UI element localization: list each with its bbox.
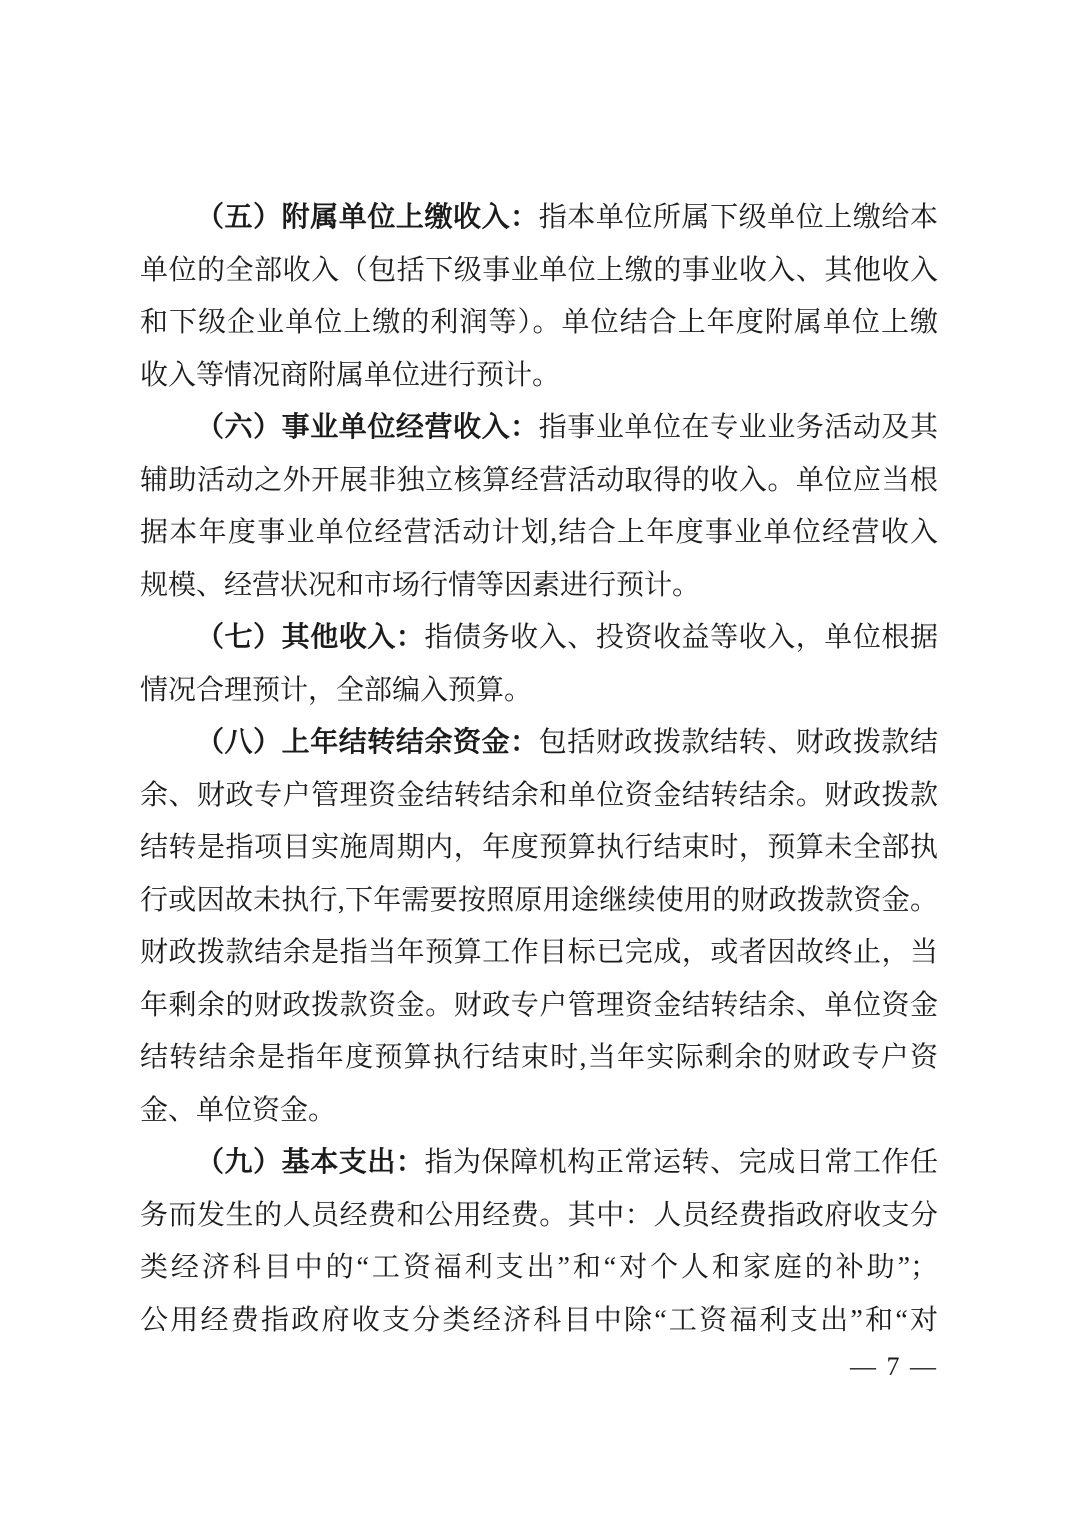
- text-line: 金、单位资金。: [140, 1094, 337, 1126]
- text-line: 公用经费指政府收支分类经济科目中除“工资福利支出”和“对: [140, 1304, 938, 1336]
- text-line: 财政拨款结余是指当年预算工作目标已完成，或者因故终止，当: [140, 937, 938, 968]
- text-line: 务而发生的人员经费和公用经费。其中：人员经费指政府收支分: [140, 1199, 938, 1231]
- text-line: 单位的全部收入（包括下级事业单位上缴的事业收入、其他收入: [140, 254, 938, 286]
- text-line: （七）其他收入：指债务收入、投资收益等收入，单位根据: [196, 622, 938, 653]
- text-line: 辅助活动之外开展非独立核算经营活动取得的收入。单位应当根: [140, 464, 938, 496]
- paragraph: [140, 717, 938, 1137]
- paragraph: [140, 612, 938, 717]
- text-line: 年剩余的财政拨款资金。财政专户管理资金结转结余、单位资金: [140, 989, 938, 1021]
- text-line: （六）事业单位经营收入：指事业单位在专业业务活动及其: [196, 412, 938, 443]
- paragraph-heading: （九）基本支出：: [196, 1147, 425, 1178]
- page-number: — 7 —: [850, 1352, 938, 1381]
- paragraph: [140, 192, 938, 402]
- document-body: [140, 192, 938, 1347]
- paragraph-heading: （六）事业单位经营收入：: [196, 412, 539, 443]
- text-line: 据本年度事业单位经营活动计划,结合上年度事业单位经营收入: [140, 517, 938, 548]
- text-line: 行或因故未执行,下年需要按照原用途继续使用的财政拨款资金。: [140, 884, 938, 916]
- paragraph-heading: （七）其他收入：: [196, 622, 425, 653]
- text-line: 收入等情况商附属单位进行预计。: [140, 359, 561, 391]
- text-line: （八）上年结转结余资金：包括财政拨款结转、财政拨款结: [196, 727, 938, 758]
- text-line: 结转结余是指年度预算执行结束时,当年实际剩余的财政专户资: [140, 1042, 938, 1073]
- paragraph: [140, 402, 938, 612]
- paragraph-heading: （五）附属单位上缴收入：: [196, 202, 539, 233]
- paragraph: [140, 1137, 938, 1347]
- text-line: 余、财政专户管理资金结转结余和单位资金结转结余。财政拨款: [140, 779, 938, 811]
- text-line: 情况合理预计，全部编入预算。: [140, 674, 533, 706]
- text-line: （五）附属单位上缴收入：指本单位所属下级单位上缴给本: [196, 202, 938, 233]
- text-line: 类经济科目中的“工资福利支出”和“对个人和家庭的补助”；: [140, 1252, 938, 1283]
- paragraph-heading: （八）上年结转结余资金：: [196, 727, 539, 758]
- text-line: （九）基本支出：指为保障机构正常运转、完成日常工作任: [196, 1147, 938, 1178]
- text-line: 规模、经营状况和市场行情等因素进行预计。: [140, 569, 701, 601]
- text-line: 结转是指项目实施周期内，年度预算执行结束时，预算未全部执: [140, 832, 938, 863]
- text-line: 和下级企业单位上缴的利润等）。单位结合上年度附属单位上缴: [140, 307, 938, 338]
